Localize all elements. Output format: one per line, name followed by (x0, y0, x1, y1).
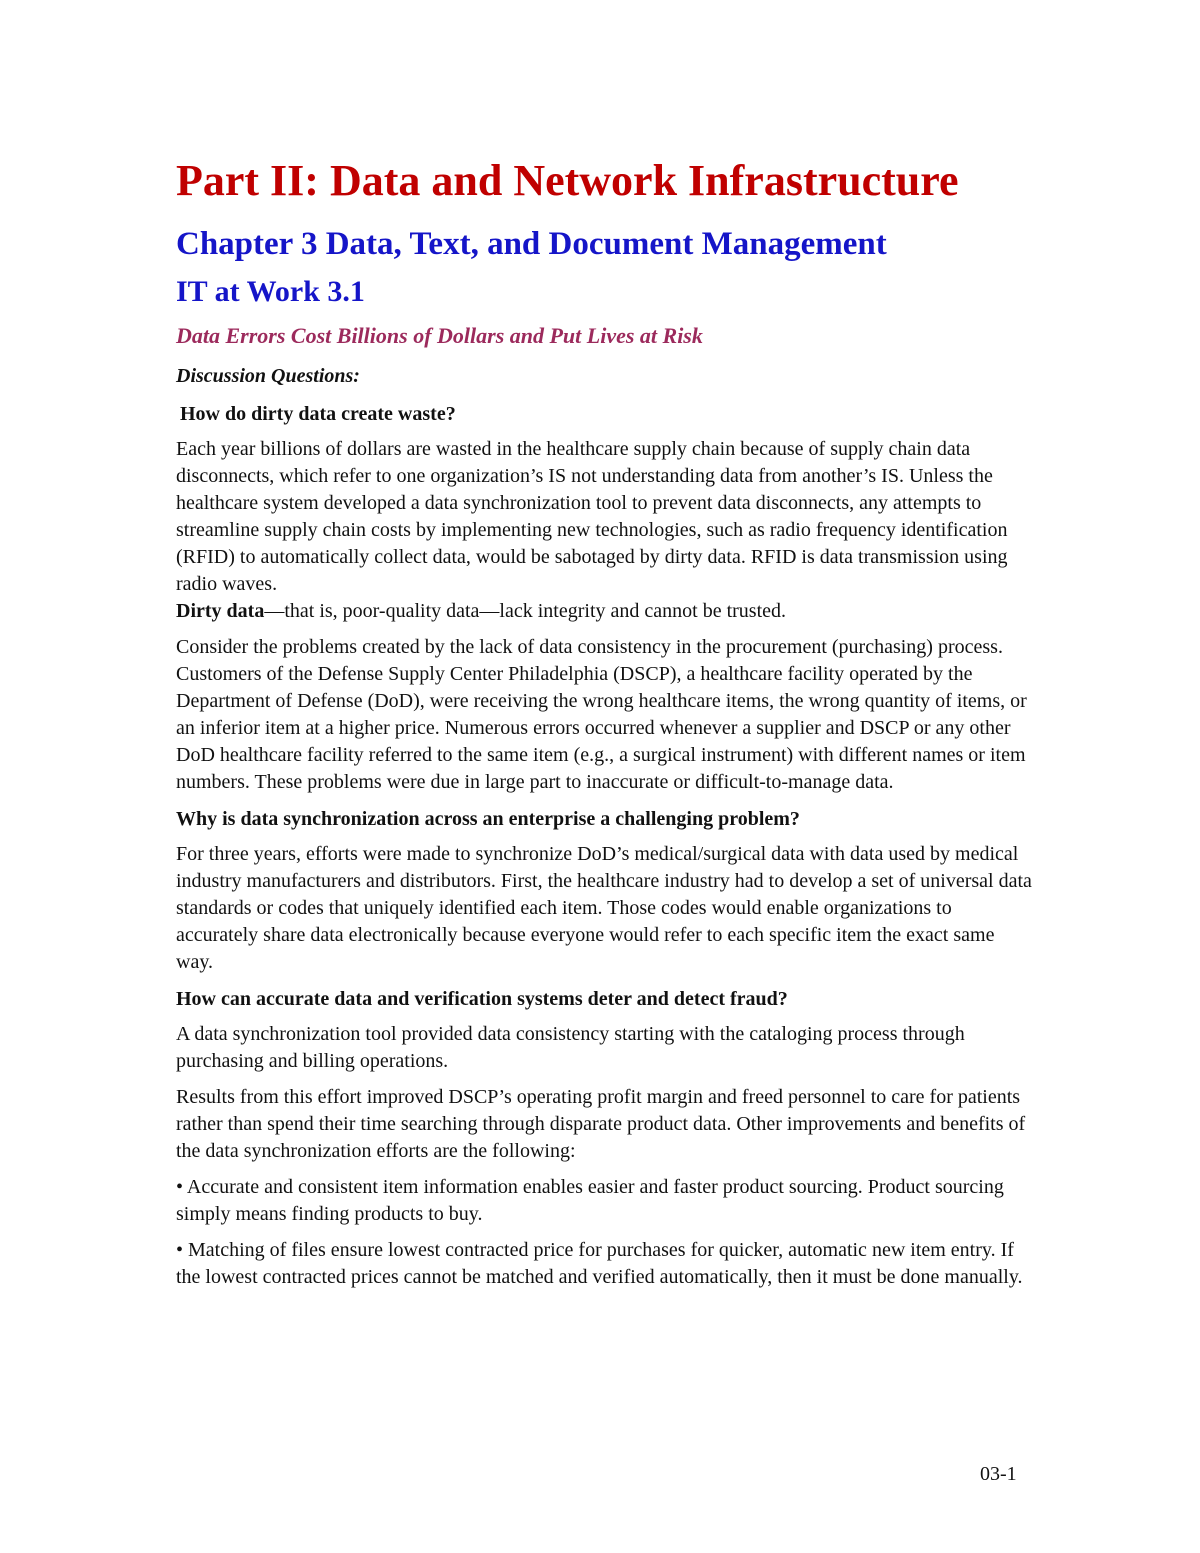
body-paragraph: Consider the problems created by the lack of data consistency in the procurement (purchasing) process. Customers of the Defense Supply Center Philadelphia (DSCP), a healthcare facility operated by the Department of Defense (DoD), were receiving the wrong healthcare items, the wrong quantity of items, or an inferior item at a higher price. Numerous errors occurred whenever a supplier and DSCP or any other DoD healthcare facility referred to the same item (e.g., a surgical instrument) with different names or item numbers. These problems were due in large part to inaccurate or difficult-to-manage data. (176, 636, 1027, 793)
part-title: Part II: Data and Network Infrastructure (176, 156, 959, 205)
definition-text: —that is, poor-quality data—lack integrity and cannot be trusted. (264, 600, 787, 622)
body-paragraph (176, 436, 1036, 625)
bullet-paragraph: • Matching of files ensure lowest contracted price for purchases for quicker, automatic new item entry. If the lowest contracted prices cannot be matched and verified automatically, then it must be done manually. (176, 1239, 1023, 1288)
question-heading: How do dirty data create waste? (180, 403, 456, 425)
case-title: Data Errors Cost Billions of Dollars and Put Lives at Risk (176, 323, 703, 348)
defined-term: Dirty data (176, 600, 265, 622)
page-number: 03-1 (980, 1463, 1017, 1485)
question-heading: Why is data synchronization across an enterprise a challenging problem? (176, 808, 800, 830)
chapter-title: Chapter 3 Data, Text, and Document Management (176, 226, 887, 262)
body-paragraph: Results from this effort improved DSCP’s operating profit margin and freed personnel to care for patients rather than spend their time searching through disparate product data. Other improvements and benefits of the data synchronization efforts are the following: (176, 1086, 1026, 1162)
body-paragraph: A data synchronization tool provided data consistency starting with the cataloging process through purchasing and billing operations. (176, 1023, 965, 1072)
it-at-work-title: IT at Work 3.1 (176, 275, 365, 308)
paragraph-text: Each year billions of dollars are wasted in the healthcare supply chain because of supply chain data disconnects, which refer to one organization’s IS not understanding data from another’s IS. Unless the healthcare system developed a data synchronization tool to prevent data disconnects, any attempts to streamline supply chain costs by implementing new technologies, such as radio frequency identification (RFID) to automatically collect data, would be sabotaged by dirty data. RFID is data transmission using radio waves. (176, 438, 1008, 595)
body-paragraph: For three years, efforts were made to synchronize DoD’s medical/surgical data with data used by medical industry manufacturers and distributors. First, the healthcare industry had to develop a set of universal data standards or codes that uniquely identified each item. Those codes would enable organizations to accurately share data electronically because everyone would refer to each specific item the exact same way. (176, 843, 1032, 973)
document-page (176, 150, 1036, 1300)
bullet-paragraph: • Accurate and consistent item information enables easier and faster product sourcing. Product sourcing simply means finding products to buy. (176, 1176, 1004, 1225)
discussion-questions-label: Discussion Questions: (176, 365, 360, 387)
question-heading: How can accurate data and verification systems deter and detect fraud? (176, 988, 788, 1010)
